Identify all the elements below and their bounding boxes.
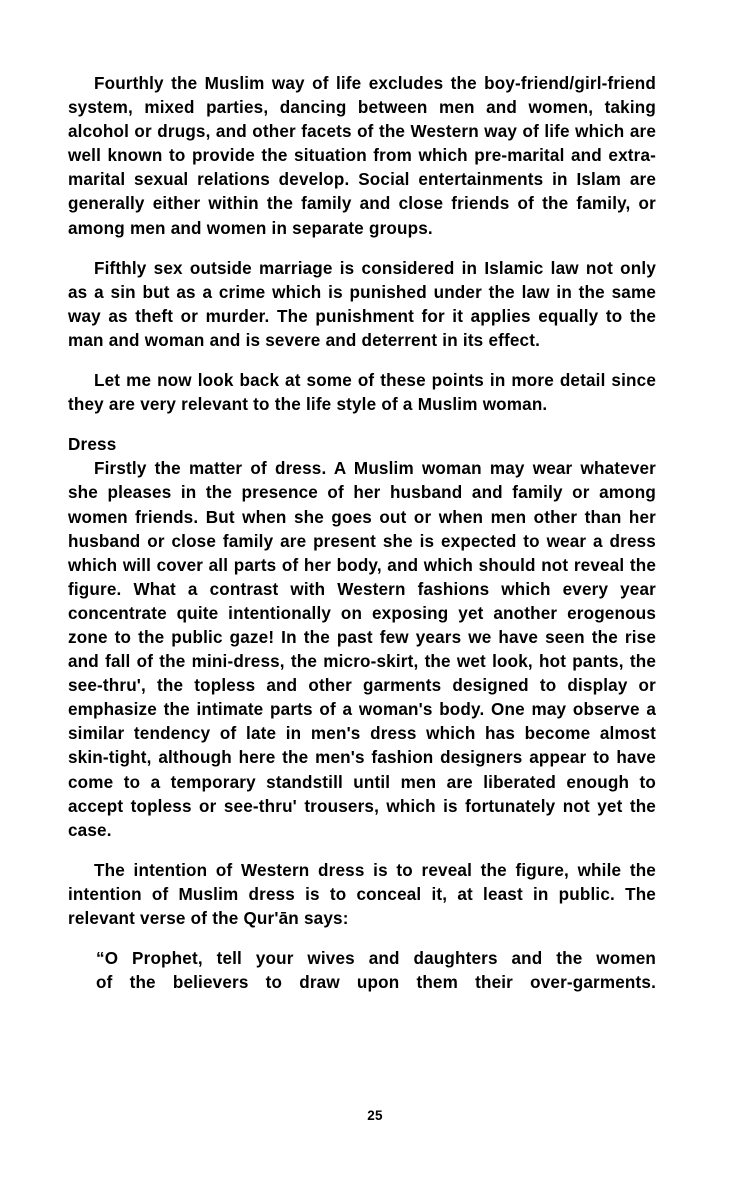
quran-quotation: [68, 947, 656, 995]
quotation-line: [96, 971, 656, 995]
paragraph-fourthly: Fourthly the Muslim way of life excludes the boy-friend/girl-friend system, mixed parties, dancing between men and women, taking alcohol or drugs, and other facets of the Western way of life which are well known to provide the situation from which pre-marital and extra-marital sexual relations develop. Social entertainments in Islam are generally either within the family and close friends of the family, or among men and women in separate groups.: [68, 74, 656, 238]
section-heading-dress: Dress: [68, 435, 117, 455]
quotation-line: [96, 947, 656, 971]
paragraph-intention-of-dress: The intention of Western dress is to reveal the figure, while the intention of Muslim dress is to conceal it, at least in public. The relevant verse of the Qur'ān says:: [68, 860, 656, 928]
paragraph-fifthly: Fifthly sex outside marriage is considered in Islamic law not only as a sin but as a crime which is punished under the law in the same way as theft or murder. The punishment for it applies equally to the man and woman and is severe and deterrent in its effect.: [68, 258, 656, 350]
paragraph-dress-body: Firstly the matter of dress. A Muslim woman may wear whatever she pleases in the presence of her husband and family or among women friends. But when she goes out or when men other than her husband or close family are present she is expected to wear a dress which will cover all parts of her body, and which should not reveal the figure. What a contrast with Western fashions which every year concentrate quite intentionally on exposing yet another erogenous zone to the public gaze! In the past few years we have seen the rise and fall of the mini-dress, the micro-skirt, the wet look, hot pants, the see-thru', the topless and other garments designed to display or emphasize the intimate parts of a woman's body. One may observe a similar tendency of late in men's dress which has become almost skin-tight, although here the men's fashion designers appear to have come to a temporary standstill until men are liberated enough to accept topless or see-thru' trousers, which is fortunately not yet the case.: [68, 459, 656, 840]
page-number: 25: [367, 1108, 383, 1123]
quotation-line-text: “O Prophet, tell your wives and daughters and the women: [96, 949, 656, 969]
quotation-line-text: of the believers to draw upon them their over-garments.: [96, 973, 656, 993]
paragraph-look-back: Let me now look back at some of these points in more detail since they are very relevant to the life style of a Muslim woman.: [68, 371, 656, 415]
text-column: [68, 72, 656, 995]
